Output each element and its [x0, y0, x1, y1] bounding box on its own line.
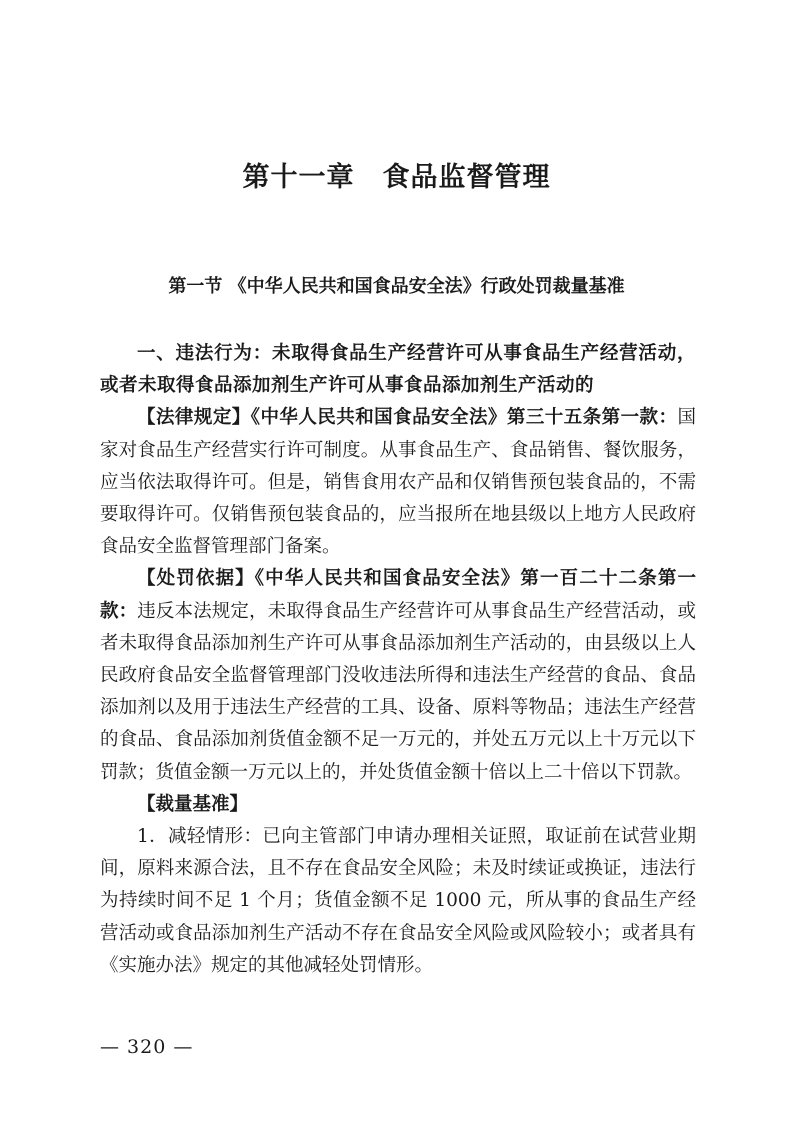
discretion-standard-label: 【裁量基准】	[137, 793, 249, 815]
section-title: 第一节 《中华人民共和国食品安全法》行政处罚裁量基准	[168, 276, 625, 297]
penalty-basis-paragraph	[100, 563, 696, 788]
page-number: — 320 —	[100, 1036, 194, 1058]
chapter-title: 第十一章 食品监督管理	[242, 162, 551, 193]
legal-provision-paragraph	[100, 402, 696, 563]
mitigating-circumstances: 1．减轻情形：已向主管部门申请办理相关证照，取证前在试营业期间，原料来源合法，且不存在食品安全风险；未及时续证或换证，违法行为持续时间不足 1 个月；货值金额不足 1000 元，所从事的食品生产经营活动或食品添加剂生产活动不存在食品安全风险或风险较小；或者具有《实施办法》规定的其他减轻处罚情形。	[100, 826, 696, 976]
violation-heading: 一、违法行为：未取得食品生产经营许可从事食品生产经营活动，或者未取得食品添加剂生产许可从事食品添加剂生产活动的	[100, 343, 696, 397]
legal-provision-label: 【法律规定】《中华人民共和国食品安全法》第三十五条第一款：	[137, 407, 678, 429]
penalty-basis-label: 【处罚依据】《中华人民共和国食品安全法》第一百二十二条第一款：	[100, 568, 696, 622]
article-body	[100, 338, 696, 982]
legal-provision-text: 国家对食品生产经营实行许可制度。从事食品生产、食品销售、餐饮服务，应当依法取得许可。但是，销售食用农产品和仅销售预包装食品的，不需要取得许可。仅销售预包装食品的，应当报所在地县级以上地方人民政府食品安全监督管理部门备案。	[100, 407, 696, 558]
penalty-basis-text: 违反本法规定，未取得食品生产经营许可从事食品生产经营活动，或者未取得食品添加剂生产许可从事食品添加剂生产活动的，由县级以上人民政府食品安全监督管理部门没收违法所得和违法生产经营的食品、食品添加剂以及用于违法生产经营的工具、设备、原料等物品；违法生产经营的食品、食品添加剂货值金额不足一万元的，并处五万元以上十万元以下罚款；货值金额一万元以上的，并处货值金额十倍以上二十倍以下罚款。	[100, 600, 696, 783]
